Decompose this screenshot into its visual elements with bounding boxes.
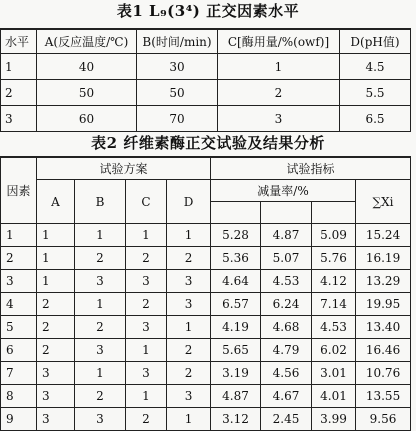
sum-value: 19.95 bbox=[356, 293, 411, 316]
run-number-cell: 2 bbox=[1, 247, 37, 270]
ph-cell: 5.5 bbox=[340, 80, 411, 106]
run-number-cell: 7 bbox=[1, 362, 37, 385]
run-number-cell: 8 bbox=[1, 385, 37, 408]
factor-c-cell: 3 bbox=[126, 316, 167, 339]
reduction-value-2: 4.53 bbox=[261, 270, 312, 293]
factor-c-cell: 3 bbox=[126, 362, 167, 385]
factor-a-cell: 2 bbox=[37, 293, 75, 316]
reduction-value-1: 4.87 bbox=[211, 385, 261, 408]
sum-header: ∑Xi bbox=[356, 180, 411, 224]
reduction-value-3: 3.99 bbox=[312, 408, 356, 431]
reduction-value-3: 3.01 bbox=[312, 362, 356, 385]
sum-value: 10.76 bbox=[356, 362, 411, 385]
ph-cell: 6.5 bbox=[340, 106, 411, 132]
level-cell: 1 bbox=[1, 54, 37, 80]
table2-row bbox=[1, 362, 411, 385]
factor-c-cell: 2 bbox=[126, 247, 167, 270]
run-number-cell: 5 bbox=[1, 316, 37, 339]
factor-b-cell: 1 bbox=[75, 362, 126, 385]
factor-a-cell: 1 bbox=[37, 247, 75, 270]
factor-c-cell: 1 bbox=[126, 224, 167, 247]
factor-b-cell: 3 bbox=[75, 270, 126, 293]
sum-value: 16.19 bbox=[356, 247, 411, 270]
sum-value: 13.29 bbox=[356, 270, 411, 293]
reduction-value-3: 4.01 bbox=[312, 385, 356, 408]
factor-c-cell: 1 bbox=[126, 339, 167, 362]
factor-b-cell: 3 bbox=[75, 408, 126, 431]
run-number-cell: 1 bbox=[1, 224, 37, 247]
factor-d-cell: 1 bbox=[167, 224, 211, 247]
reduction-value-3: 5.76 bbox=[312, 247, 356, 270]
factor-d-cell: 2 bbox=[167, 247, 211, 270]
enzyme-dosage-cell: 3 bbox=[218, 106, 340, 132]
table1-header-row bbox=[1, 29, 411, 54]
reduction-value-3: 4.12 bbox=[312, 270, 356, 293]
factor-d-header: D bbox=[167, 180, 211, 224]
table2-title: 表2 纤维素酶正交试验及结果分析 bbox=[91, 134, 325, 152]
reduction-value-1: 6.57 bbox=[211, 293, 261, 316]
table1-title: 表1 L₉(3⁴) 正交因素水平 bbox=[116, 2, 300, 20]
run-number-cell: 6 bbox=[1, 339, 37, 362]
factor-d-cell: 2 bbox=[167, 362, 211, 385]
factor-a-cell: 3 bbox=[37, 385, 75, 408]
factor-d-cell: 2 bbox=[167, 339, 211, 362]
factor-b-cell: 2 bbox=[75, 247, 126, 270]
header-c-enzyme-dosage: C[酶用量/%(owf)] bbox=[218, 29, 340, 54]
factor-c-cell: 3 bbox=[126, 270, 167, 293]
reduction-value-3: 7.14 bbox=[312, 293, 356, 316]
test-scheme-header: 试验方案 bbox=[37, 157, 211, 180]
factor-a-cell: 1 bbox=[37, 224, 75, 247]
reduction-subheader-empty bbox=[261, 202, 312, 224]
run-number-cell: 9 bbox=[1, 408, 37, 431]
factor-c-cell: 1 bbox=[126, 385, 167, 408]
enzyme-dosage-cell: 2 bbox=[218, 80, 340, 106]
level-cell: 3 bbox=[1, 106, 37, 132]
time-cell: 30 bbox=[137, 54, 218, 80]
factor-b-cell: 1 bbox=[75, 293, 126, 316]
reduction-value-2: 2.45 bbox=[261, 408, 312, 431]
header-b-time: B(时间/min) bbox=[137, 29, 218, 54]
factor-a-cell: 2 bbox=[37, 339, 75, 362]
reduction-rate-header: 减量率/% bbox=[211, 180, 356, 202]
reduction-value-1: 4.64 bbox=[211, 270, 261, 293]
table1-row bbox=[1, 80, 411, 106]
factor-a-header: A bbox=[37, 180, 75, 224]
factor-a-cell: 3 bbox=[37, 362, 75, 385]
factor-a-cell: 1 bbox=[37, 270, 75, 293]
ph-cell: 4.5 bbox=[340, 54, 411, 80]
sum-value: 9.56 bbox=[356, 408, 411, 431]
header-a-temperature: A(反应温度/℃) bbox=[37, 29, 137, 54]
table2-row bbox=[1, 316, 411, 339]
table1-row bbox=[1, 54, 411, 80]
reduction-subheader-empty bbox=[312, 202, 356, 224]
enzyme-dosage-cell: 1 bbox=[218, 54, 340, 80]
factor-d-cell: 1 bbox=[167, 316, 211, 339]
table2-row bbox=[1, 247, 411, 270]
factor-d-cell: 3 bbox=[167, 385, 211, 408]
sum-value: 13.40 bbox=[356, 316, 411, 339]
header-d-ph: D(pH值) bbox=[340, 29, 411, 54]
sum-value: 15.24 bbox=[356, 224, 411, 247]
reduction-value-2: 4.79 bbox=[261, 339, 312, 362]
factor-d-cell: 3 bbox=[167, 293, 211, 316]
table2-row bbox=[1, 270, 411, 293]
factor-a-cell: 2 bbox=[37, 316, 75, 339]
table2-row bbox=[1, 224, 411, 247]
reduction-value-1: 4.19 bbox=[211, 316, 261, 339]
reduction-value-3: 6.02 bbox=[312, 339, 356, 362]
level-cell: 2 bbox=[1, 80, 37, 106]
reduction-value-2: 6.24 bbox=[261, 293, 312, 316]
time-cell: 70 bbox=[137, 106, 218, 132]
table2-row bbox=[1, 339, 411, 362]
reduction-value-3: 4.53 bbox=[312, 316, 356, 339]
sum-value: 13.55 bbox=[356, 385, 411, 408]
factor-b-cell: 1 bbox=[75, 224, 126, 247]
header-level: 水平 bbox=[1, 29, 37, 54]
table2-header-row-primary bbox=[1, 157, 411, 180]
reduction-value-1: 5.28 bbox=[211, 224, 261, 247]
reduction-value-1: 3.19 bbox=[211, 362, 261, 385]
reduction-value-2: 5.07 bbox=[261, 247, 312, 270]
reduction-value-3: 5.09 bbox=[312, 224, 356, 247]
table2-row bbox=[1, 408, 411, 431]
factor-a-cell: 3 bbox=[37, 408, 75, 431]
reduction-value-2: 4.56 bbox=[261, 362, 312, 385]
reduction-value-1: 5.65 bbox=[211, 339, 261, 362]
reduction-value-2: 4.68 bbox=[261, 316, 312, 339]
factor-c-header: C bbox=[126, 180, 167, 224]
factor-b-cell: 2 bbox=[75, 385, 126, 408]
factor-d-cell: 3 bbox=[167, 270, 211, 293]
temperature-cell: 50 bbox=[37, 80, 137, 106]
run-number-cell: 3 bbox=[1, 270, 37, 293]
table2-row bbox=[1, 293, 411, 316]
factor-b-cell: 3 bbox=[75, 339, 126, 362]
reduction-value-1: 3.12 bbox=[211, 408, 261, 431]
reduction-value-2: 4.67 bbox=[261, 385, 312, 408]
table2-row bbox=[1, 385, 411, 408]
factor-b-header: B bbox=[75, 180, 126, 224]
run-number-cell: 4 bbox=[1, 293, 37, 316]
table2-header-row-secondary bbox=[1, 180, 411, 202]
table1-row bbox=[1, 106, 411, 132]
temperature-cell: 40 bbox=[37, 54, 137, 80]
factor-b-cell: 2 bbox=[75, 316, 126, 339]
factor-c-cell: 2 bbox=[126, 293, 167, 316]
reduction-subheader-empty bbox=[211, 202, 261, 224]
temperature-cell: 60 bbox=[37, 106, 137, 132]
time-cell: 50 bbox=[137, 80, 218, 106]
sum-value: 16.46 bbox=[356, 339, 411, 362]
test-indicator-header: 试验指标 bbox=[211, 157, 411, 180]
reduction-value-2: 4.87 bbox=[261, 224, 312, 247]
orthogonal-test-results-table bbox=[0, 156, 411, 431]
factor-d-cell: 1 bbox=[167, 408, 211, 431]
factor-header: 因素 bbox=[1, 157, 37, 224]
factor-c-cell: 2 bbox=[126, 408, 167, 431]
reduction-value-1: 5.36 bbox=[211, 247, 261, 270]
factor-level-table bbox=[0, 28, 411, 132]
